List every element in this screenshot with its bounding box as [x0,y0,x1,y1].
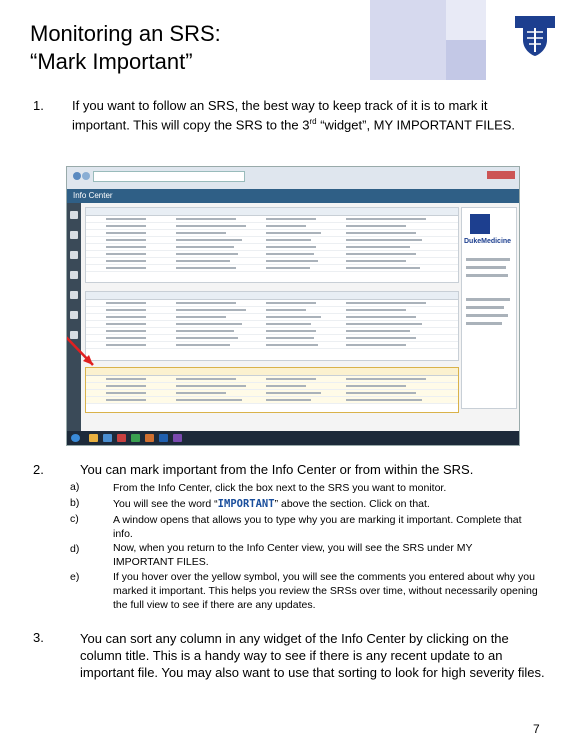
step-3-text: You can sort any column in any widget of the Info Center by clicking on the column title. This is a handy way to see if there is any recent update to an important file. You may also want to use that sorting to look for high severity files. [80,631,545,680]
step-3-number: 3. [33,630,44,645]
page-number: 7 [533,722,540,736]
step-2e-text: If you hover over the yellow symbol, you will see the comments you entered about why you marked it important. This helps you review the SRSs over time, without necessarily opening the full view to see if there are any updates. [113,571,538,611]
step-2-number: 2. [33,462,44,477]
accent-square-large [370,0,446,80]
step-2b-label: b) [70,497,80,509]
page-title [30,20,221,76]
step-2a-text: From the Info Center, click the box next to the SRS you want to monitor. [113,482,447,494]
step-2d-text: Now, when you return to the Info Center view, you will see the SRS under MY IMPORTANT FILES. [113,542,473,568]
step-2-text: You can mark important from the Info Center or from within the SRS. [80,462,474,477]
brand-text: DukeMedicine [464,238,512,245]
step-1-number: 1. [33,98,44,113]
red-arrow-icon [67,167,519,445]
step-2d-label: d) [70,543,80,555]
app-title: Info Center [73,191,113,200]
accent-square-small [446,40,486,80]
title-line-2: “Mark Important” [30,49,193,74]
important-keyword: IMPORTANT [217,498,275,510]
step-2a-label: a) [70,481,80,493]
step-2c-label: c) [70,513,79,525]
accent-square-top [446,0,486,40]
step-1-text: If you want to follow an SRS, the best way to keep track of it is to mark it important. This will copy the SRS to the 3rd “widget”, MY IMPORTANT FILES. [72,98,516,133]
step-2c-text: A window opens that allows you to type why you are marking it important. Complete that info. [113,514,522,540]
info-center-screenshot [66,166,520,446]
title-line-1: Monitoring an SRS: [30,21,221,46]
duke-shield-logo [513,14,557,58]
step-2b-text: You will see the word “IMPORTANT” above the section. Click on that. [113,498,430,510]
step-2e-label: e) [70,571,80,583]
